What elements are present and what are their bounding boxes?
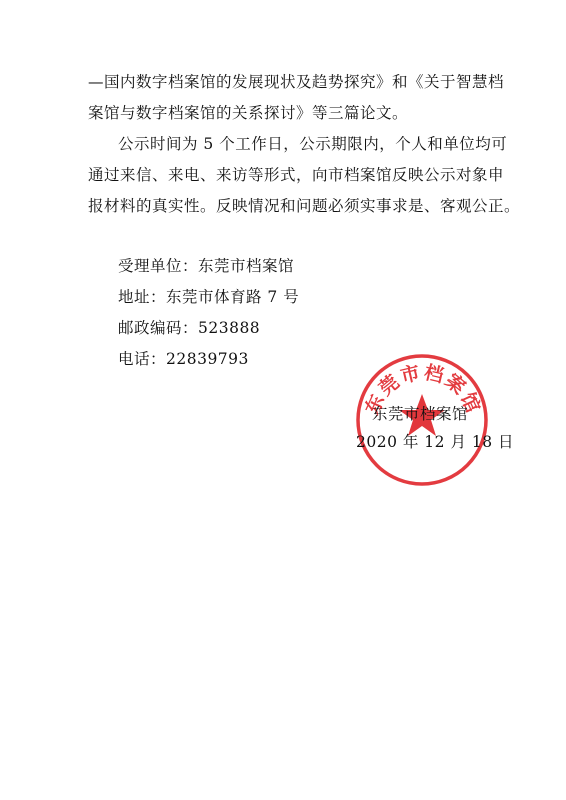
- signature-date: 2020 年 12 月 18 日: [356, 433, 515, 451]
- paragraph-1-line-1: —国内数字档案馆的发展现状及趋势探究》和《关于智慧档: [88, 73, 505, 91]
- contact-phone: 电话：22839793: [118, 350, 249, 368]
- paragraph-2-line-3: 报材料的真实性。反映情况和问题必须实事求是、客观公正。: [88, 197, 521, 215]
- contact-address: 地址：东莞市体育路 7 号: [118, 288, 300, 306]
- paragraph-2-line-1: 公示时间为 5 个工作日，公示期限内，个人和单位均可: [118, 135, 508, 153]
- contact-postcode: 邮政编码：523888: [118, 319, 261, 337]
- paragraph-1-line-2: 案馆与数字档案馆的关系探讨》等三篇论文。: [88, 104, 409, 122]
- paragraph-2-line-2: 通过来信、来电、来访等形式，向市档案馆反映公示对象申: [88, 166, 505, 184]
- contact-unit: 受理单位：东莞市档案馆: [118, 257, 295, 275]
- signature-org: 东莞市档案馆: [372, 405, 469, 423]
- seal-text: 东莞市档案馆: [361, 361, 485, 418]
